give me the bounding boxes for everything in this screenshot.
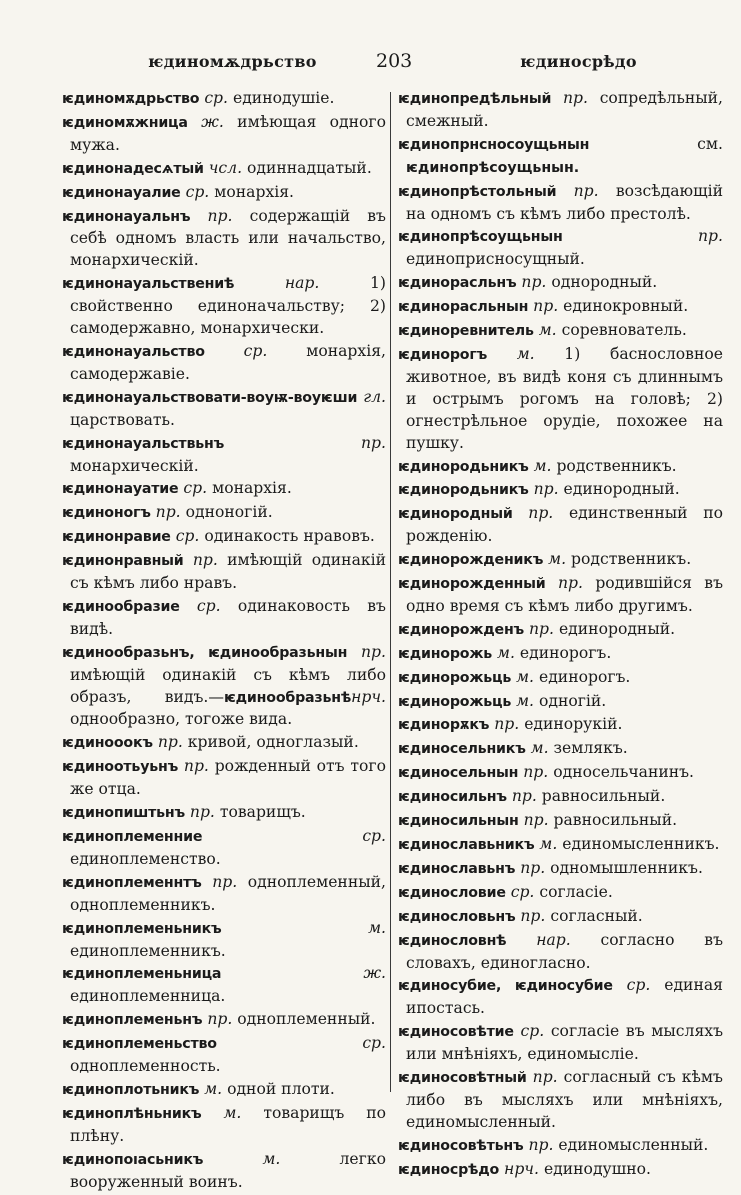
entry-grammar: пр.	[207, 1010, 233, 1029]
entry-headword: ѥдинословнѣ	[398, 932, 507, 949]
entry-grammar: пр.	[563, 89, 588, 107]
entry-definition: монархія.	[214, 182, 295, 201]
dictionary-entry	[62, 341, 386, 386]
entry-grammar: пр.	[573, 181, 599, 200]
entry-definition: единомысленный.	[558, 1135, 709, 1154]
entry-definition: одиннадцатый.	[247, 158, 372, 177]
entry-definition: одномышленникъ.	[550, 858, 703, 877]
entry-grammar: пр.	[361, 642, 386, 661]
entry-grammar: м.	[533, 456, 552, 475]
entry-headword: ѥдинонравие	[62, 529, 171, 546]
entry-grammar: пр.	[533, 480, 559, 499]
dictionary-entry	[62, 433, 386, 478]
entry-grammar: пр.	[698, 227, 723, 246]
entry-headword: ѥдиноплеменнтъ	[62, 874, 202, 891]
entry-headword: ѥдинопиштьнъ	[62, 805, 185, 822]
entry-headword: ѥдиноплеменьница	[62, 966, 222, 983]
entry-headword: ѥдиносовѣтьнъ	[398, 1137, 524, 1154]
entry-definition: родившійся въ одно время съ кѣмъ либо другимъ.	[406, 574, 723, 615]
entry-definition: единодушно.	[543, 1159, 651, 1178]
entry-definition: родственникъ.	[571, 550, 692, 569]
entry-grammar: м.	[368, 918, 386, 937]
entry-grammar: м.	[516, 667, 534, 686]
dictionary-entry	[398, 643, 723, 666]
entry-definition: царствовать.	[70, 410, 175, 429]
entry-headword: ѥдинонауальствениѣ	[62, 276, 235, 293]
entry-definition: однородный.	[551, 273, 658, 292]
entry-grammar: пр.	[532, 1068, 558, 1087]
entry-headword: ѥдинорожденный	[398, 576, 546, 593]
entry-grammar: ср.	[183, 479, 208, 498]
dictionary-entry	[398, 975, 723, 1020]
dictionary-entry	[62, 182, 386, 205]
entry-headword: ѥдинорожденъ	[398, 621, 525, 638]
entry-headword: ѥдинословие	[398, 884, 506, 901]
entry-grammar: ср.	[520, 1022, 545, 1041]
dictionary-entry	[398, 1067, 723, 1134]
entry-definition: единая ипостась.	[406, 976, 723, 1018]
dictionary-entry	[62, 642, 386, 732]
right-column	[398, 88, 723, 1183]
dictionary-entry	[398, 573, 723, 618]
entry-grammar: чсл.	[208, 158, 243, 177]
entry-headword: ѥдинославьнъ	[398, 860, 516, 877]
entry-definition: единородный.	[563, 480, 680, 499]
entry-grammar: ср.	[196, 596, 221, 615]
entry-headword: ѥдинорожьць	[398, 693, 512, 710]
entry-definition: имѣющій одинакій съ кѣмъ либо образъ, видъ.—	[70, 665, 386, 706]
dictionary-entry	[62, 273, 386, 340]
entry-headword: ѥдинопрѣсоущьнын	[398, 229, 563, 246]
entry-headword: ѥдиноплѣньникъ	[62, 1105, 202, 1122]
entry-grammar: ср.	[362, 1034, 386, 1053]
entry-headword: ѥдинонауатие	[62, 481, 179, 498]
entry-grammar: нрч.	[351, 687, 386, 706]
dictionary-entry	[62, 1149, 386, 1194]
entry-headword: ѥдиноотьуьнъ	[62, 759, 179, 776]
dictionary-entry	[398, 181, 723, 226]
entry-grammar: пр.	[361, 433, 386, 452]
page-number: 203	[376, 50, 413, 72]
entry-headword: ѥдинорожьць	[398, 669, 512, 686]
running-head-left: ѥдиномѫдрьство	[148, 52, 317, 71]
dictionary-entry	[398, 88, 723, 133]
dictionary-entry	[398, 858, 723, 881]
column-divider	[390, 92, 391, 1092]
entry-grammar: м.	[223, 1103, 242, 1122]
entry-grammar: ср.	[185, 182, 210, 201]
entry-grammar: пр.	[523, 763, 549, 782]
dictionary-entry	[398, 834, 723, 857]
entry-headword: ѥдинородьникъ	[398, 482, 529, 499]
entry-grammar: пр.	[183, 757, 209, 776]
entry-definition: сопредѣльный, смежный.	[406, 89, 723, 130]
running-head-right: ѥдиносрѣдо	[520, 52, 637, 71]
dictionary-entry	[398, 882, 723, 905]
entry-headword: ѥдиноплеменьство	[62, 1036, 217, 1053]
entry-grammar: ср.	[362, 827, 386, 845]
entry-headword: ѥдиносрѣдо	[398, 1161, 500, 1178]
entry-grammar: нар.	[284, 274, 320, 293]
entry-headword: ѥдинонауальствовати-воуѭ-воуѥши	[62, 389, 358, 406]
dictionary-entry	[398, 667, 723, 690]
entry-definition: равносильный.	[541, 787, 666, 806]
entry-grammar: ср.	[626, 976, 651, 995]
entry-grammar: ж.	[363, 964, 386, 983]
entry-definition: монархія, самодержавіе.	[70, 341, 386, 383]
entry-definition: единомысленникъ.	[562, 835, 720, 853]
entry-grammar: пр.	[212, 872, 238, 891]
dictionary-entry	[398, 320, 723, 343]
dictionary-entry	[398, 1159, 723, 1182]
entry-definition: см.	[697, 134, 723, 153]
entry-definition: монархія.	[212, 479, 292, 498]
entry-headword: ѥдиносильнын	[398, 813, 519, 830]
entry-grammar: пр.	[511, 787, 537, 806]
entry-headword: ѥдинообразие	[62, 598, 180, 615]
dictionary-entry	[398, 479, 723, 502]
entry-definition: монархическій.	[70, 456, 199, 475]
entry-grammar: пр.	[521, 273, 547, 292]
entry-definition: имѣющая одного мужа.	[70, 112, 386, 154]
dictionary-entry	[62, 1033, 386, 1078]
entry-grammar: пр.	[528, 504, 554, 523]
dictionary-entry	[62, 502, 386, 525]
entry-grammar: пр.	[520, 906, 546, 925]
dictionary-entry	[62, 206, 386, 273]
entry-grammar: пр.	[157, 733, 183, 752]
entry-definition: согласіе въ мысляхъ или мнѣніяхъ, единомысліе.	[406, 1022, 723, 1064]
dictionary-entry	[398, 786, 723, 809]
dictionary-entry	[62, 88, 386, 111]
entry-grammar: ср.	[175, 527, 200, 546]
entry-definition: одногій.	[538, 691, 607, 710]
entry-grammar: пр.	[529, 619, 554, 638]
entry-grammar: пр.	[528, 1135, 554, 1154]
entry-headword: ѥдиноплотьникъ	[62, 1081, 200, 1098]
entry-grammar: пр.	[533, 297, 559, 316]
dictionary-entry	[62, 756, 386, 801]
entry-definition: одноплеменный, одноплеменникъ.	[70, 872, 386, 914]
entry-grammar: пр.	[494, 715, 520, 734]
entry-definition: одноногій.	[185, 503, 273, 522]
dictionary-entry	[62, 387, 386, 432]
dictionary-entry	[398, 691, 723, 714]
dictionary-entry	[398, 1135, 723, 1158]
entry-definition: одной плоти.	[227, 1079, 335, 1098]
entry-headword: ѥдинорѫкъ	[398, 717, 490, 734]
entry-grammar: м.	[516, 344, 535, 363]
entry-headword: ѥдинорасльнъ	[398, 275, 517, 292]
dictionary-entry	[62, 1009, 386, 1032]
entry-headword: ѥдинорасльнын	[398, 299, 529, 316]
entry-headword: ѥдиномѫдрьство	[62, 91, 200, 107]
dictionary-entry	[62, 918, 386, 963]
entry-headword: ѥдинородьникъ	[398, 458, 529, 475]
entry-grammar: пр.	[189, 803, 215, 822]
entry-headword: ѥдинорогъ	[398, 346, 488, 363]
entry-grammar: м.	[530, 739, 549, 758]
entry-headword: ѥдиносельникъ	[398, 741, 526, 758]
entry-grammar: м.	[516, 691, 534, 710]
dictionary-entry	[398, 344, 723, 455]
dictionary-entry	[398, 738, 723, 761]
entry-grammar: пр.	[155, 503, 181, 522]
entry-definition: единорогъ.	[519, 643, 612, 662]
dictionary-entry	[62, 963, 386, 1008]
entry-grammar: ср.	[510, 882, 535, 901]
entry-grammar: м.	[539, 835, 558, 853]
dictionary-entry	[398, 1021, 723, 1066]
entry-definition: единорукій.	[524, 715, 623, 734]
entry-grammar: м.	[262, 1149, 281, 1168]
entry-grammar: нрч.	[504, 1159, 539, 1178]
entry-cross-reference: ѥдинопрѣсоущьнын.	[406, 159, 580, 176]
entry-headword: ѥдинонауальнъ	[62, 208, 191, 225]
entry-definition: единородный.	[558, 619, 676, 638]
entry-headword: ѥдинонравный	[62, 553, 184, 570]
entry-headword: ѥдинооокъ	[62, 735, 153, 752]
entry-definition: единоплеменство.	[70, 849, 221, 868]
entry-headword: ѥдиносубие, ѥдиносубие	[398, 978, 613, 995]
dictionary-entry	[398, 549, 723, 572]
entry-grammar: м.	[204, 1079, 223, 1098]
entry-headword: ѥдинопрнсносоущьнын	[398, 136, 590, 153]
entry-definition: содержащій въ себѣ одномъ власть или начальство, монархическій.	[70, 206, 386, 270]
entry-headword: ѥдиноногъ	[62, 505, 151, 522]
entry-grammar: пр.	[520, 858, 546, 877]
entry-headword: ѥдиноплеменьникъ	[62, 920, 222, 937]
dictionary-entry	[62, 732, 386, 755]
entry-headword: ѥдиноплеменьнъ	[62, 1012, 203, 1029]
entry-definition: одноплеменность.	[70, 1057, 221, 1076]
entry-definition: рожденный отъ того же отца.	[70, 757, 386, 799]
dictionary-entry	[398, 930, 723, 975]
page-header	[0, 52, 741, 80]
dictionary-entry	[62, 1079, 386, 1102]
entry-headword: ѥдинословьнъ	[398, 908, 516, 925]
dictionary-entry	[62, 802, 386, 825]
entry-grammar: нар.	[536, 930, 571, 949]
entry-grammar: ж.	[201, 112, 224, 131]
entry-definition: землякъ.	[553, 739, 628, 758]
entry-headword: ѥдиносовѣтный	[398, 1070, 527, 1087]
entry-headword: ѥдинонауальство	[62, 343, 205, 360]
dictionary-entry	[398, 906, 723, 929]
entry-definition: кривой, одноглазый.	[187, 733, 359, 752]
entry-subheadword: ѥдинообразьнѣ	[223, 689, 352, 706]
entry-definition: одноплеменный.	[237, 1010, 376, 1029]
entry-headword: ѥдинорожденикъ	[398, 552, 544, 569]
entry-definition: единорогъ.	[538, 667, 631, 686]
dictionary-entry	[398, 134, 723, 180]
entry-definition: соревнователь.	[561, 321, 687, 340]
left-column	[62, 88, 386, 1195]
entry-definition: возсѣдающій на одномъ съ кѣмъ либо престолѣ.	[406, 181, 723, 223]
dictionary-entry	[398, 810, 723, 833]
dictionary-entry	[62, 872, 386, 917]
entry-grammar: ср.	[243, 341, 268, 360]
entry-headword: ѥдинорожь	[398, 645, 493, 662]
entry-headword: ѥдиносовѣтие	[398, 1024, 514, 1041]
entry-definition: единоплеменница.	[70, 987, 226, 1006]
dictionary-entry	[62, 550, 386, 595]
dictionary-entry	[398, 456, 723, 479]
entry-definition: имѣющій одинакій съ кѣмъ либо нравъ.	[70, 551, 386, 593]
entry-headword: ѥдиномѫжница	[62, 114, 188, 131]
entry-definition: товарищъ по плѣну.	[70, 1103, 386, 1145]
entry-grammar: пр.	[557, 574, 583, 593]
dictionary-entry	[398, 503, 723, 548]
entry-grammar: ср.	[204, 89, 228, 107]
entry-grammar: гл.	[363, 387, 386, 406]
entry-grammar: пр.	[207, 206, 233, 225]
dictionary-entry	[398, 619, 723, 642]
entry-definition: согласный съ кѣмъ либо въ мысляхъ или мнѣніяхъ, единомысленный.	[406, 1068, 723, 1131]
dictionary-entry	[398, 296, 723, 319]
entry-definition: 1) свойственно единоначальству; 2) самодержавно, монархически.	[70, 274, 386, 338]
dictionary-entry	[398, 762, 723, 785]
entry-definition: согласный.	[550, 906, 643, 925]
dictionary-entry	[62, 826, 386, 871]
entry-headword: ѥдинославьникъ	[398, 837, 535, 853]
entry-headword: ѥдинообразьнъ, ѥдинообразьнын	[62, 644, 348, 661]
entry-definition: равносильный.	[553, 811, 678, 830]
dictionary-entry	[62, 526, 386, 549]
entry-headword: ѥдиносельнын	[398, 765, 519, 782]
entry-headword: ѥдиноревнитель	[398, 323, 534, 340]
entry-grammar: пр.	[192, 551, 218, 570]
entry-definition: единокровный.	[563, 297, 689, 316]
entry-headword: ѥдинопоıасьникъ	[62, 1151, 204, 1168]
dictionary-entry	[398, 272, 723, 295]
entry-headword: ѥдинопредѣльный	[398, 91, 552, 107]
entry-grammar: м.	[538, 321, 557, 340]
entry-definition: товарищъ.	[219, 803, 306, 822]
entry-definition: единоплеменникъ.	[70, 941, 226, 960]
entry-headword: ѥдиноплеменние	[62, 829, 203, 845]
entry-definition: единственный по рожденію.	[406, 504, 723, 546]
entry-headword: ѥдиносильнъ	[398, 789, 507, 806]
entry-headword: ѥдинонадесѧтый	[62, 160, 204, 177]
dictionary-entry	[398, 226, 723, 271]
entry-headword: ѥдинонауальствьнъ	[62, 435, 225, 452]
entry-definition: единодушіе.	[232, 89, 335, 107]
dictionary-entry	[62, 158, 386, 181]
entry-definition: единоприсносущный.	[406, 250, 585, 269]
entry-definition: 1) баснословное животное, въ видѣ коня съ длиннымъ и острымъ рогомъ на головѣ; 2) огнестрѣльное орудіе, похожее на пушку.	[406, 344, 723, 452]
entry-definition: однообразно, тогоже вида.	[70, 710, 293, 729]
entry-grammar: м.	[497, 643, 515, 662]
dictionary-entry	[62, 596, 386, 641]
dictionary-entry	[398, 714, 723, 737]
entry-grammar: пр.	[523, 811, 549, 830]
entry-headword: ѥдинонауалие	[62, 184, 181, 201]
entry-definition: одинаковость въ видѣ.	[70, 596, 386, 638]
entry-headword: ѥдинородный	[398, 506, 513, 523]
entry-definition: односельчанинъ.	[553, 763, 695, 782]
entry-grammar: м.	[548, 550, 567, 569]
entry-definition: одинакость нравовъ.	[204, 527, 375, 546]
entry-definition: согласіе.	[539, 882, 613, 901]
entry-definition: согласно въ словахъ, единогласно.	[406, 930, 723, 972]
dictionary-entry	[62, 1103, 386, 1148]
dictionary-entry	[62, 478, 386, 501]
entry-headword: ѥдинопрѣстольный	[398, 183, 557, 200]
entry-definition: легко вооруженный воинъ.	[70, 1149, 386, 1191]
entry-definition: родственникъ.	[556, 456, 677, 475]
dictionary-entry	[62, 112, 386, 157]
